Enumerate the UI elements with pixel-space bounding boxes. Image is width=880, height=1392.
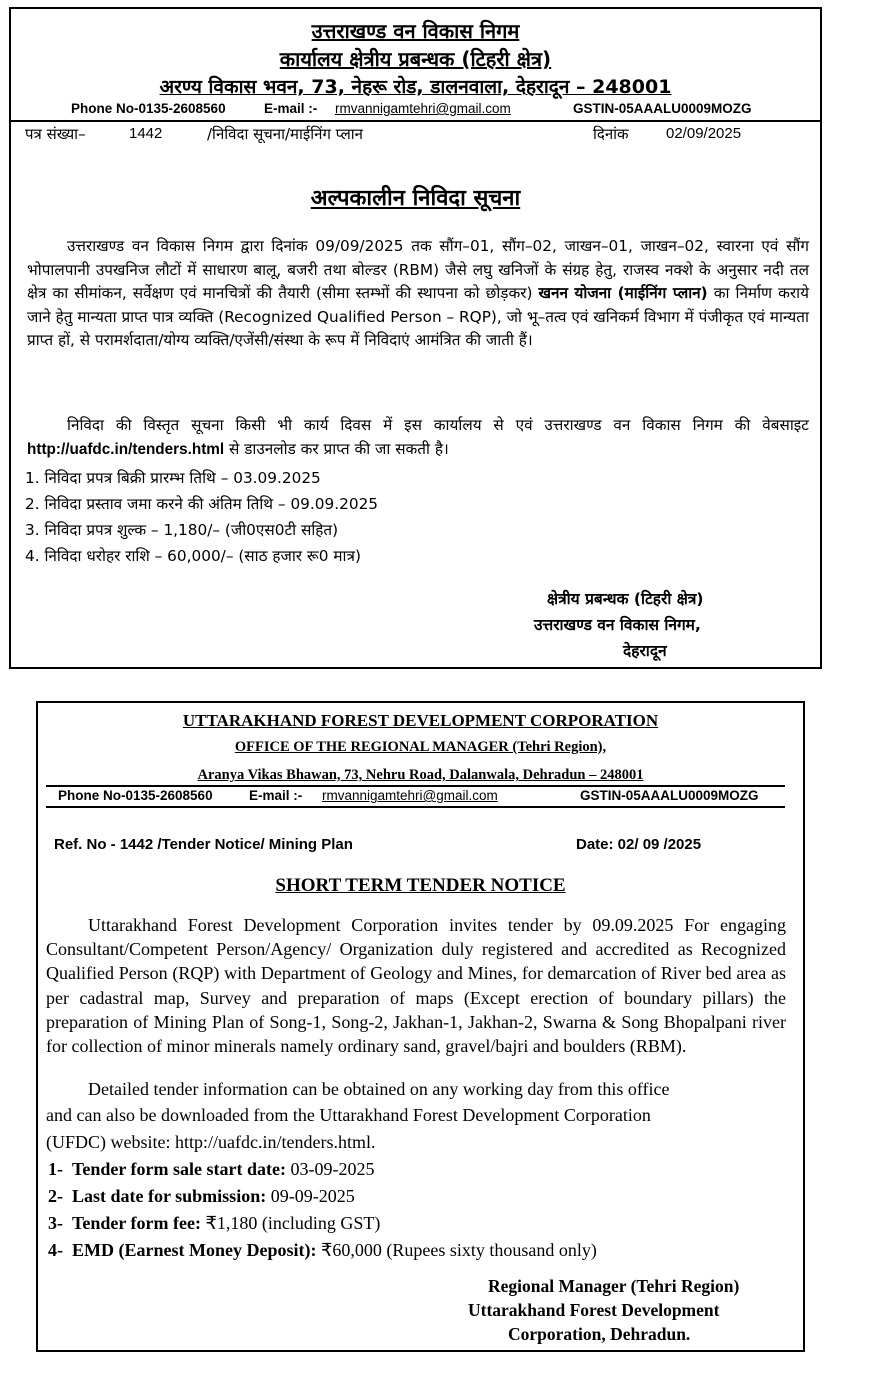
english-item-3-label: Tender form fee: bbox=[72, 1213, 201, 1233]
english-signatory-org: Uttarakhand Forest Development bbox=[468, 1300, 720, 1320]
english-gstin: GSTIN-05AAALU0009MOZG bbox=[580, 788, 759, 803]
hindi-office-name: कार्यालय क्षेत्रीय प्रबन्धक (टिहरी क्षेत्र) bbox=[279, 47, 552, 71]
english-item-3-value: ₹1,180 (including GST) bbox=[200, 1213, 381, 1233]
hindi-paragraph-1 bbox=[27, 235, 809, 353]
hindi-mining-plan: खनन योजना (माईनिंग प्लान) bbox=[538, 284, 708, 302]
english-date: Date: 02/ 09 /2025 bbox=[576, 836, 702, 853]
english-item-2-value: 09-09-2025 bbox=[266, 1186, 355, 1206]
english-ref: Ref. No - 1442 /Tender Notice/ Mining Plan bbox=[54, 836, 353, 853]
hindi-phone: Phone No-0135-2608560 bbox=[71, 101, 226, 116]
hindi-para1-b: का निर्माण कराये जाने हेतु मान्यता प्राप्त पात्र व्यक्ति (Recognized Qualified Person – RQP), जो भू–तत्व एवं खनिकर्म विभाग में पंजीकृत एवं मान्यता प्राप्त हों, से परामर्शदाता/योग्य व्यक्ति/एजेंसी/संस्था के रूप में निविदाएं आमंत्रित की जाती हैं। bbox=[27, 284, 809, 349]
english-item-3 bbox=[48, 1213, 380, 1234]
hindi-item-3: 3. निविदा प्रपत्र शुल्क – 1,180/– (जी0एस0टी सहित) bbox=[25, 521, 339, 539]
hindi-date-label: दिनांक bbox=[593, 125, 629, 143]
hindi-header-divider bbox=[11, 120, 820, 122]
hindi-para1-a: उत्तराखण्ड वन विकास निगम द्वारा दिनांक 09/09/2025 तक सौंग–01, सौंग–02, जाखन–01, जाखन–02, स्वारना एवं सौंग भोपालपानी उपखनिज लौटों में साधारण बालू, बजरी तथा बोल्डर (RBM) जैसे लघु खनिजों के संग्रह हेतु, राजस्व नक्शे के अनुसार नदी तल क्षेत्र का सीमांकन, सर्वेक्षण एवं मानचित्रों की तैयारी (सीमा स्तम्भों की स्थापना को छोड़कर) bbox=[27, 237, 809, 302]
english-item-1 bbox=[48, 1159, 374, 1180]
hindi-item-1: 1. निविदा प्रपत्र बिक्री प्रारम्भ तिथि – 03.09.2025 bbox=[25, 469, 321, 487]
english-item-4 bbox=[48, 1240, 597, 1261]
english-para2-line-1: Detailed tender information can be obtained on any working day from this office bbox=[88, 1079, 670, 1099]
hindi-signatory-org: उत्तराखण्ड वन विकास निगम, bbox=[534, 616, 701, 634]
english-signatory-title: Regional Manager (Tehri Region) bbox=[488, 1276, 740, 1296]
hindi-date: 02/09/2025 bbox=[666, 125, 742, 142]
english-item-3-num: 3- bbox=[48, 1213, 63, 1233]
english-item-2-label: Last date for submission: bbox=[72, 1186, 267, 1206]
hindi-ref-prefix: पत्र संख्या– bbox=[25, 125, 86, 143]
english-email-label: E-mail :- bbox=[249, 788, 303, 803]
english-signatory-city: Corporation, Dehradun. bbox=[508, 1324, 691, 1344]
english-notice bbox=[36, 701, 805, 1352]
english-item-2 bbox=[48, 1186, 355, 1207]
hindi-org-name: उत्तराखण्ड वन विकास निगम bbox=[311, 19, 520, 43]
english-item-4-label: EMD (Earnest Money Deposit): bbox=[72, 1240, 317, 1260]
hindi-signatory-title: क्षेत्रीय प्रबन्धक (टिहरी क्षेत्र) bbox=[547, 590, 704, 608]
hindi-email-label: E-mail :- bbox=[264, 101, 318, 116]
english-item-2-num: 2- bbox=[48, 1186, 63, 1206]
hindi-email[interactable]: rmvannigamtehri@gmail.com bbox=[335, 101, 511, 116]
english-item-1-label: Tender form sale start date: bbox=[72, 1159, 286, 1179]
hindi-item-4: 4. निविदा धरोहर राशि – 60,000/– (साठ हजार रू0 मात्र) bbox=[25, 547, 361, 565]
hindi-item-2: 2. निविदा प्रस्ताव जमा करने की अंतिम तिथि – 09.09.2025 bbox=[25, 495, 379, 513]
hindi-gstin: GSTIN-05AAALU0009MOZG bbox=[573, 101, 752, 116]
english-paragraph-1: Uttarakhand Forest Development Corporation invites tender by 09.09.2025 For engaging Consultant/Competent Person/Agency/ Organization duly registered and accredited as Recognized Qualified Person (RQP) with Department of Geology and Mines, for demarcation of River bed area as per cadastral map, Survey and preparation of maps (Except erection of boundary pillars) the preparation of Mining Plan of Song-1, Song-2, Jakhan-1, Jakhan-2, Swarna & Song Bhopalpani river for collection of minor minerals namely ordinary sand, gravel/bajri and boulders (RBM). bbox=[46, 915, 786, 1057]
english-item-4-value: ₹60,000 (Rupees sixty thousand only) bbox=[316, 1240, 597, 1260]
english-office-name: OFFICE OF THE REGIONAL MANAGER (Tehri Region), bbox=[234, 739, 607, 755]
hindi-para2-b: से डाउनलोड कर प्राप्त की जा सकती है। bbox=[229, 439, 449, 458]
hindi-ref-suffix: /निविदा सूचना/माईनिंग प्लान bbox=[207, 125, 363, 143]
english-org-name: UTTARAKHAND FOREST DEVELOPMENT CORPORATION bbox=[182, 711, 659, 730]
hindi-website-link[interactable]: http://uafdc.in/tenders.html bbox=[27, 440, 225, 458]
hindi-para2-a: निविदा की विस्तृत सूचना किसी भी कार्य दिवस में इस कार्यालय से एवं उत्तराखण्ड वन विकास निगम की वेबसाइट bbox=[67, 416, 809, 434]
hindi-title: अल्पकालीन निविदा सूचना bbox=[310, 186, 521, 211]
english-address-divider bbox=[46, 785, 785, 787]
english-item-4-num: 4- bbox=[48, 1240, 63, 1260]
english-phone: Phone No-0135-2608560 bbox=[58, 788, 213, 803]
hindi-paragraph-2 bbox=[27, 414, 809, 461]
english-header-divider bbox=[46, 806, 785, 808]
english-address: Aranya Vikas Bhawan, 73, Nehru Road, Dalanwala, Dehradun – 248001 bbox=[197, 767, 644, 783]
hindi-notice bbox=[9, 7, 822, 669]
hindi-signatory-city: देहरादून bbox=[623, 642, 667, 660]
hindi-address: अरण्य विकास भवन, 73, नेहरू रोड, डालनवाला, देहरादून – 248001 bbox=[159, 76, 672, 98]
english-item-1-num: 1- bbox=[48, 1159, 63, 1179]
english-email[interactable]: rmvannigamtehri@gmail.com bbox=[322, 788, 498, 803]
english-para2-line-2: and can also be downloaded from the Uttarakhand Forest Development Corporation bbox=[46, 1105, 651, 1125]
english-item-1-value: 03-09-2025 bbox=[285, 1159, 375, 1179]
english-para2-line-3[interactable]: (UFDC) website: http://uafdc.in/tenders.html. bbox=[46, 1132, 376, 1152]
hindi-ref-no: 1442 bbox=[129, 125, 163, 142]
english-title: SHORT TERM TENDER NOTICE bbox=[275, 875, 566, 896]
